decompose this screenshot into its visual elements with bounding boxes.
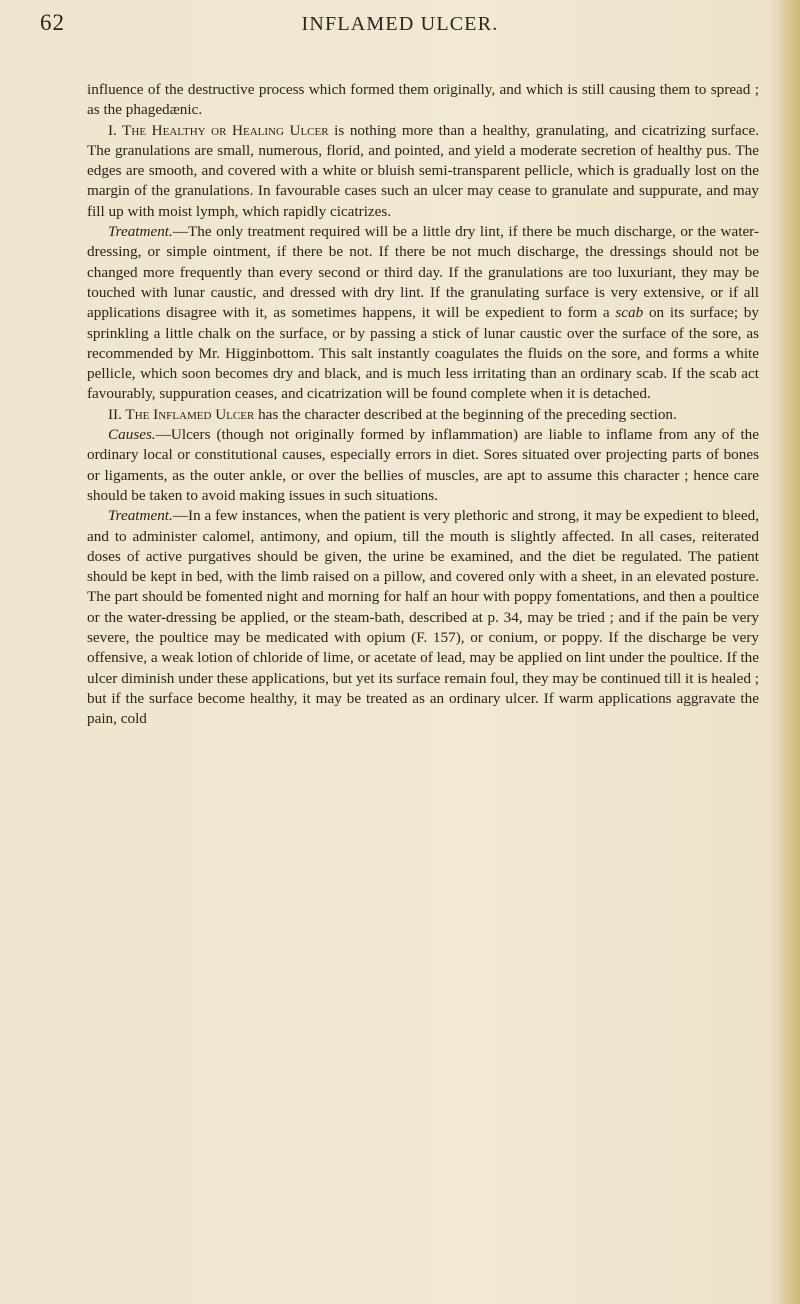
paragraph-text: —In a few instances, when the patient is very plethoric and strong, it may be expedient to bleed, and to administer calomel, antimony, and opium, till the mouth is slightly affected. In all cases, reiterated doses of active purgatives should be given, the urine be examined, and the diet be regulated. The patient should be kept in bed, with the limb raised on a pillow, and covered only with a sheet, in an elevated posture. The part should be fomented night and morning for half an hour with poppy fomentations, and then a poultice or the water-dressing be applied, or the steam-bath, described at p. 34, may be tried ; and if the pain be very severe, the poultice may be medicated with opium (F. 157), or conium, or poppy. If the discharge be very offensive, a weak lotion of chloride of lime, or acetate of lead, may be applied on lint under the poultice. If the ulcer diminish under these applications, but yet its surface remain foul, they may be continued till it is healed ; but if the surface become healthy, it may be treated as an ordinary ulcer. If warm applications aggravate the pain, cold <box>87 507 759 728</box>
section-heading: I. The Healthy or Healing Ulcer <box>108 121 329 139</box>
paragraph-text: influence of the destructive process which formed them originally, and which is still causing them to spread ; as the phagedænic. <box>87 81 759 119</box>
paragraph-treatment-inflamed <box>87 506 759 729</box>
paragraph-text: —Ulcers (though not originally formed by inflammation) are liable to inflame from any of the ordinary local or constitutional causes, especially errors in diet. Sores situated over projecting parts of bones or ligaments, as the outer ankle, or over the bellies of muscles, are apt to assume this character ; hence care should be taken to avoid making issues in such situations. <box>87 426 759 504</box>
section-heading: II. The Inflamed Ulcer <box>108 405 255 423</box>
page-number: 62 <box>40 10 65 35</box>
paragraph-text: has the character described at the beginning of the preceding section. <box>254 405 677 423</box>
paragraph-treatment-healthy <box>87 222 759 405</box>
paragraph-causes <box>87 425 759 506</box>
paragraph-text: on its surface; by sprinkling a little chalk on the surface, or by passing a stick of lunar caustic over the surface of the sore, as recommended by Mr. Higginbottom. This salt instantly coagulates the fluids on the sore, and forms a white pellicle, which soon becomes dry and black, and is much less irritating than an ordinary scab. If the scab act favourably, suppuration ceases, and cicatrization will be found complete when it is detached. <box>87 304 759 403</box>
page-header <box>40 8 760 48</box>
body-text <box>87 80 759 730</box>
paragraph-text: —The only treatment required will be a little dry lint, if there be much discharge, or the water-dressing, or simple ointment, if there be not. If there be not much discharge, the dressings should not be changed more frequently than every second or third day. If the granulations are too luxuriant, they may be touched with lunar caustic, and dressed with dry lint. If the granulating surface is very extensive, or if all applications disagree with it, as sometimes happens, it will be expedient to form a <box>87 223 759 322</box>
subsection-heading: Causes. <box>108 426 156 444</box>
page-edge <box>778 0 800 1304</box>
paragraph-healthy-ulcer <box>87 121 759 222</box>
italic-term: scab <box>615 304 644 322</box>
paragraph-continuation <box>87 80 759 121</box>
subsection-heading: Treatment. <box>108 223 173 241</box>
paragraph-text: is nothing more than a healthy, granulating, and cicatrizing surface. The granulations are small, numerous, florid, and pointed, and yield a moderate secretion of healthy pus. The edges are smooth, and covered with a white or bluish semi-transparent pellicle, which is gradually lost on the margin of the granulations. In favourable cases such an ulcer may cease to granulate and suppurate, and may fill up with moist lymph, which rapidly cicatrizes. <box>87 121 760 220</box>
paragraph-inflamed-ulcer <box>87 405 759 425</box>
running-head: INFLAMED ULCER. <box>301 13 499 35</box>
subsection-heading: Treatment. <box>108 507 173 525</box>
